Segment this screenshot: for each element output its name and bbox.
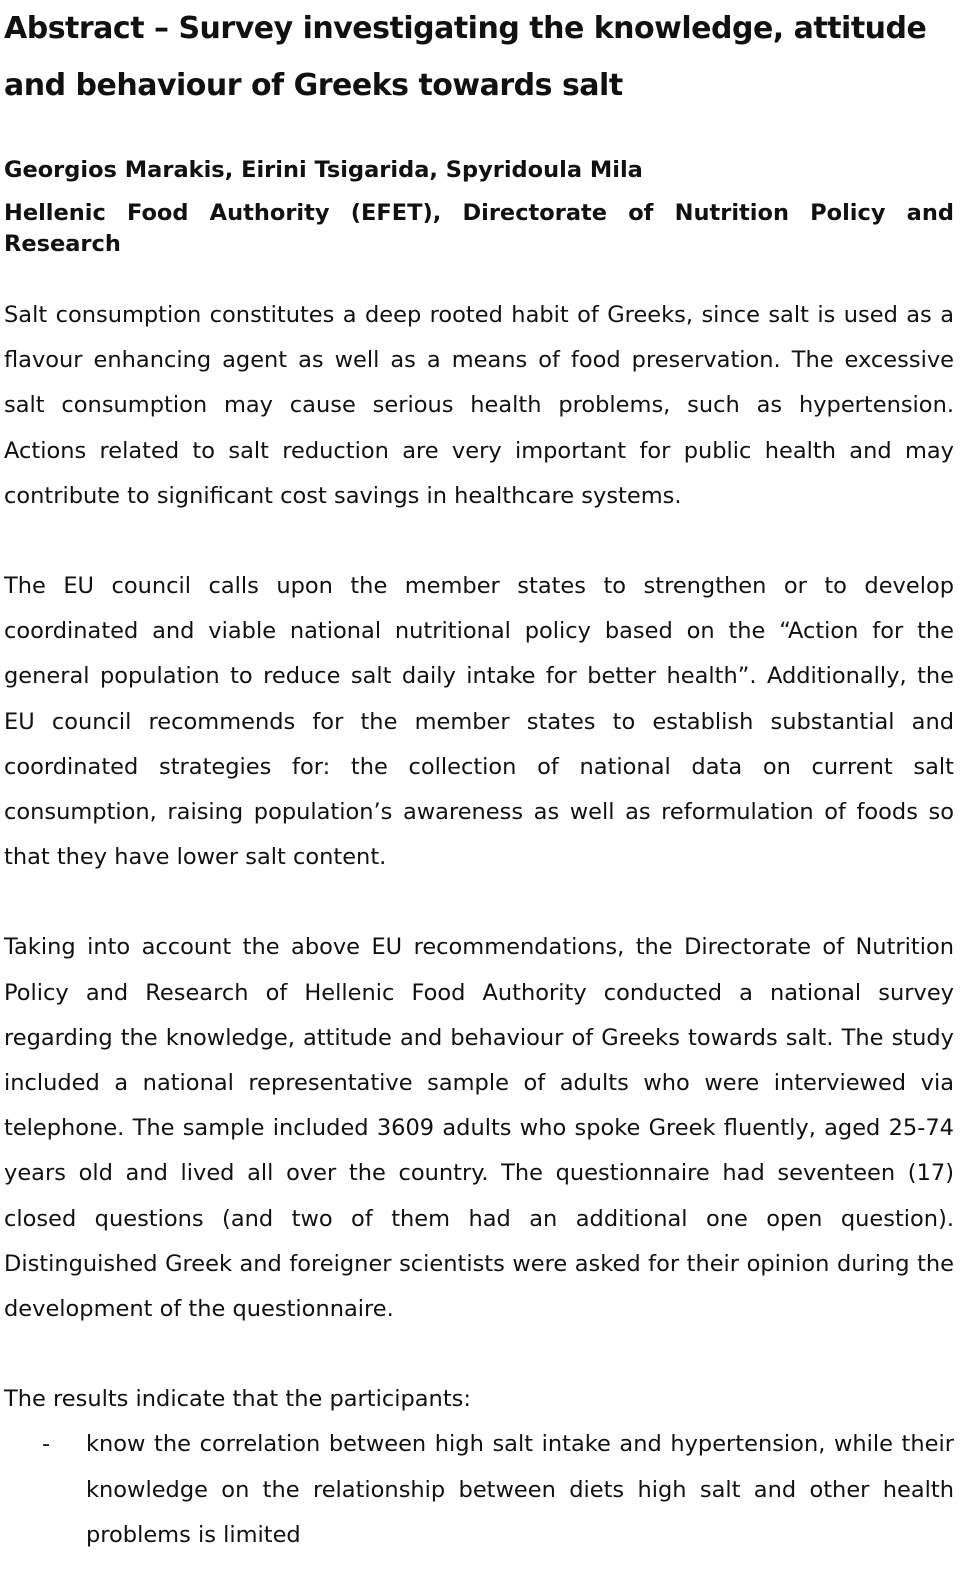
paragraph-introduction: Salt consumption constitutes a deep rooted habit of Greeks, since salt is used as a flavour enhancing agent as well as a means of food preservation. The excessive salt consumption may cause serious health problems, such as hypertension. Actions related to salt reduction are very important for public health and may contribute to significant cost savings in healthcare systems. <box>4 302 954 509</box>
author-list: Georgios Marakis, Eirini Tsigarida, Spyridoula Mila <box>4 157 643 183</box>
document-page <box>4 0 954 1558</box>
results-list <box>4 1422 954 1558</box>
list-item <box>4 1422 954 1558</box>
document-title: Abstract – Survey investigating the knowledge, attitude and behaviour of Greeks towards salt <box>4 11 927 103</box>
paragraph-survey-method: Taking into account the above EU recommendations, the Directorate of Nutrition Policy and Research of Hellenic Food Authority conducted a national survey regarding the knowledge, attitude and behaviour of Greeks towards salt. The study included a national representative sample of adults who were interviewed via telephone. The sample included 3609 adults who spoke Greek fluently, aged 25-74 years old and lived all over the country. The questionnaire had seventeen (17) closed questions (and two of them had an additional one open question). Distinguished Greek and foreigner scientists were asked for their opinion during the development of the questionnaire. <box>4 934 954 1323</box>
list-bullet: - <box>42 1431 51 1458</box>
paragraph-results-intro: The results indicate that the participants: <box>4 1386 471 1413</box>
list-item-text: know the correlation between high salt intake and hypertension, while their knowledge on the relationship between diets high salt and other health problems is limited <box>86 1431 954 1548</box>
paragraph-eu-council: The EU council calls upon the member states to strengthen or to develop coordinated and viable national nutritional policy based on the “Action for the general population to reduce salt daily intake for better health”. Additionally, the EU council recommends for the member states to establish substantial and coordinated strategies for: the collection of national data on current salt consumption, raising population’s awareness as well as reformulation of foods so that they have lower salt content. <box>4 573 954 871</box>
affiliation: Hellenic Food Authority (EFET), Directorate of Nutrition Policy and Research <box>4 200 954 257</box>
